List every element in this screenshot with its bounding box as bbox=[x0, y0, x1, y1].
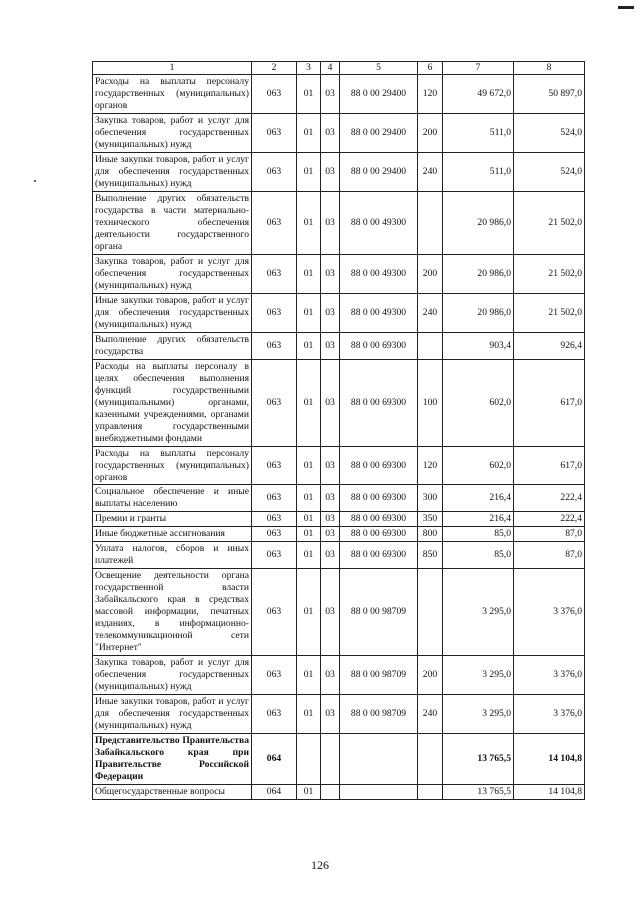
expense-type-code-cell: 300 bbox=[418, 485, 443, 512]
budget-table bbox=[92, 61, 585, 800]
row-name-cell: Расходы на выплаты персоналу в целях обеспечения выполнения функций государственными (муниципальными) органами, казенными учреждениями, органами управления государственными внебюджетными фондами bbox=[93, 359, 252, 446]
target-article-code-cell: 88 0 00 69300 bbox=[340, 542, 418, 569]
ministry-code-cell: 064 bbox=[252, 785, 297, 800]
amount-year-1-cell: 903,4 bbox=[443, 332, 514, 359]
target-article-code-cell: 88 0 00 29400 bbox=[340, 152, 418, 191]
page-number: 126 bbox=[311, 858, 329, 872]
section-code-cell: 01 bbox=[297, 359, 321, 446]
table-row bbox=[93, 359, 585, 446]
subsection-code-cell: 03 bbox=[321, 359, 340, 446]
section-code-cell: 01 bbox=[297, 332, 321, 359]
column-number-header: 5 bbox=[340, 62, 418, 75]
ministry-code-cell: 063 bbox=[252, 446, 297, 485]
target-article-code-cell: 88 0 00 49300 bbox=[340, 293, 418, 332]
column-number-header: 8 bbox=[514, 62, 585, 75]
table-row bbox=[93, 542, 585, 569]
row-name-cell: Закупка товаров, работ и услуг для обеспечения государственных (муниципальных) нужд bbox=[93, 656, 252, 695]
amount-year-2-cell: 21 502,0 bbox=[514, 293, 585, 332]
section-code-cell: 01 bbox=[297, 569, 321, 656]
expense-type-code-cell bbox=[418, 734, 443, 785]
target-article-code-cell: 88 0 00 69300 bbox=[340, 527, 418, 542]
section-code-cell: 01 bbox=[297, 527, 321, 542]
expense-type-code-cell: 240 bbox=[418, 152, 443, 191]
expense-type-code-cell: 200 bbox=[418, 254, 443, 293]
table-row bbox=[93, 785, 585, 800]
table-row bbox=[93, 695, 585, 734]
expense-type-code-cell: 200 bbox=[418, 656, 443, 695]
subsection-code-cell: 03 bbox=[321, 152, 340, 191]
amount-year-1-cell: 602,0 bbox=[443, 359, 514, 446]
subsection-code-cell: 03 bbox=[321, 569, 340, 656]
ministry-code-cell: 063 bbox=[252, 293, 297, 332]
section-code-cell: 01 bbox=[297, 254, 321, 293]
expense-type-code-cell: 850 bbox=[418, 542, 443, 569]
row-name-cell: Премии и гранты bbox=[93, 512, 252, 527]
subsection-code-cell: 03 bbox=[321, 542, 340, 569]
amount-year-2-cell: 14 104,8 bbox=[514, 734, 585, 785]
row-name-cell: Закупка товаров, работ и услуг для обеспечения государственных (муниципальных) нужд bbox=[93, 113, 252, 152]
expense-type-code-cell: 240 bbox=[418, 695, 443, 734]
row-name-cell: Иные закупки товаров, работ и услуг для обеспечения государственных (муниципальных) нужд bbox=[93, 695, 252, 734]
table-row bbox=[93, 152, 585, 191]
table-row bbox=[93, 485, 585, 512]
subsection-code-cell: 03 bbox=[321, 74, 340, 113]
ministry-code-cell: 063 bbox=[252, 527, 297, 542]
amount-year-2-cell: 87,0 bbox=[514, 542, 585, 569]
subsection-code-cell: 03 bbox=[321, 656, 340, 695]
amount-year-1-cell: 85,0 bbox=[443, 527, 514, 542]
subsection-code-cell: 03 bbox=[321, 332, 340, 359]
section-code-cell: 01 bbox=[297, 113, 321, 152]
expense-type-code-cell bbox=[418, 569, 443, 656]
amount-year-1-cell: 511,0 bbox=[443, 113, 514, 152]
amount-year-2-cell: 617,0 bbox=[514, 359, 585, 446]
expense-type-code-cell: 120 bbox=[418, 446, 443, 485]
column-number-header: 7 bbox=[443, 62, 514, 75]
row-name-cell: Общегосударственные вопросы bbox=[93, 785, 252, 800]
amount-year-1-cell: 13 765,5 bbox=[443, 785, 514, 800]
ministry-code-cell: 064 bbox=[252, 734, 297, 785]
target-article-code-cell: 88 0 00 49300 bbox=[340, 191, 418, 254]
amount-year-1-cell: 49 672,0 bbox=[443, 74, 514, 113]
target-article-code-cell bbox=[340, 785, 418, 800]
table-body bbox=[93, 62, 585, 800]
section-code-cell: 01 bbox=[297, 542, 321, 569]
amount-year-2-cell: 3 376,0 bbox=[514, 695, 585, 734]
amount-year-2-cell: 3 376,0 bbox=[514, 569, 585, 656]
section-code-cell: 01 bbox=[297, 74, 321, 113]
row-name-cell: Выполнение других обязательств государства bbox=[93, 332, 252, 359]
section-code-cell: 01 bbox=[297, 446, 321, 485]
table-row bbox=[93, 254, 585, 293]
ministry-code-cell: 063 bbox=[252, 191, 297, 254]
section-code-cell bbox=[297, 734, 321, 785]
table-row bbox=[93, 446, 585, 485]
target-article-code-cell: 88 0 00 98709 bbox=[340, 656, 418, 695]
amount-year-2-cell: 926,4 bbox=[514, 332, 585, 359]
section-code-cell: 01 bbox=[297, 512, 321, 527]
amount-year-2-cell: 21 502,0 bbox=[514, 191, 585, 254]
section-code-cell: 01 bbox=[297, 656, 321, 695]
section-code-cell: 01 bbox=[297, 191, 321, 254]
section-code-cell: 01 bbox=[297, 152, 321, 191]
target-article-code-cell: 88 0 00 69300 bbox=[340, 485, 418, 512]
ministry-code-cell: 063 bbox=[252, 656, 297, 695]
row-name-cell: Закупка товаров, работ и услуг для обеспечения государственных (муниципальных) нужд bbox=[93, 254, 252, 293]
ministry-code-cell: 063 bbox=[252, 512, 297, 527]
amount-year-1-cell: 602,0 bbox=[443, 446, 514, 485]
row-name-cell: Социальное обеспечение и иные выплаты населению bbox=[93, 485, 252, 512]
subsection-code-cell: 03 bbox=[321, 113, 340, 152]
subsection-code-cell bbox=[321, 785, 340, 800]
expense-type-code-cell: 100 bbox=[418, 359, 443, 446]
ministry-code-cell: 063 bbox=[252, 695, 297, 734]
amount-year-2-cell: 14 104,8 bbox=[514, 785, 585, 800]
expense-type-code-cell: 120 bbox=[418, 74, 443, 113]
table-row bbox=[93, 293, 585, 332]
subsection-code-cell: 03 bbox=[321, 191, 340, 254]
section-code-cell: 01 bbox=[297, 695, 321, 734]
amount-year-2-cell: 3 376,0 bbox=[514, 656, 585, 695]
amount-year-1-cell: 20 986,0 bbox=[443, 191, 514, 254]
expense-type-code-cell: 240 bbox=[418, 293, 443, 332]
subsection-code-cell: 03 bbox=[321, 446, 340, 485]
table-row bbox=[93, 332, 585, 359]
amount-year-1-cell: 20 986,0 bbox=[443, 254, 514, 293]
target-article-code-cell: 88 0 00 69300 bbox=[340, 446, 418, 485]
table-row bbox=[93, 512, 585, 527]
amount-year-1-cell: 511,0 bbox=[443, 152, 514, 191]
table-row bbox=[93, 527, 585, 542]
row-name-cell: Выполнение других обязательств государства в части материально-технического обеспечения деятельности государственного органа bbox=[93, 191, 252, 254]
subsection-code-cell bbox=[321, 734, 340, 785]
expense-type-code-cell: 800 bbox=[418, 527, 443, 542]
column-number-header: 6 bbox=[418, 62, 443, 75]
table-row bbox=[93, 569, 585, 656]
subsection-code-cell: 03 bbox=[321, 293, 340, 332]
row-name-cell: Уплата налогов, сборов и иных платежей bbox=[93, 542, 252, 569]
column-number-header: 2 bbox=[252, 62, 297, 75]
row-name-cell: Освещение деятельности органа государственной власти Забайкальского края в средствах массовой информации, печатных изданиях, в информационно-телекоммуникационной сети "Интернет" bbox=[93, 569, 252, 656]
column-number-header: 1 bbox=[93, 62, 252, 75]
target-article-code-cell bbox=[340, 734, 418, 785]
ministry-code-cell: 063 bbox=[252, 542, 297, 569]
section-code-cell: 01 bbox=[297, 293, 321, 332]
amount-year-1-cell: 13 765,5 bbox=[443, 734, 514, 785]
section-code-cell: 01 bbox=[297, 785, 321, 800]
amount-year-1-cell: 216,4 bbox=[443, 512, 514, 527]
row-name-cell: Иные бюджетные ассигнования bbox=[93, 527, 252, 542]
ministry-code-cell: 063 bbox=[252, 74, 297, 113]
expense-type-code-cell bbox=[418, 332, 443, 359]
amount-year-2-cell: 21 502,0 bbox=[514, 254, 585, 293]
target-article-code-cell: 88 0 00 49300 bbox=[340, 254, 418, 293]
row-name-cell: Иные закупки товаров, работ и услуг для обеспечения государственных (муниципальных) нужд bbox=[93, 293, 252, 332]
expense-type-code-cell: 350 bbox=[418, 512, 443, 527]
column-number-header: 4 bbox=[321, 62, 340, 75]
column-number-header: 3 bbox=[297, 62, 321, 75]
subsection-code-cell: 03 bbox=[321, 527, 340, 542]
row-name-cell: Расходы на выплаты персоналу государственных (муниципальных) органов bbox=[93, 74, 252, 113]
target-article-code-cell: 88 0 00 98709 bbox=[340, 695, 418, 734]
table-row bbox=[93, 74, 585, 113]
ministry-code-cell: 063 bbox=[252, 113, 297, 152]
ministry-code-cell: 063 bbox=[252, 485, 297, 512]
target-article-code-cell: 88 0 00 69300 bbox=[340, 332, 418, 359]
table-row bbox=[93, 113, 585, 152]
amount-year-2-cell: 617,0 bbox=[514, 446, 585, 485]
target-article-code-cell: 88 0 00 69300 bbox=[340, 359, 418, 446]
section-code-cell: 01 bbox=[297, 485, 321, 512]
expense-type-code-cell: 200 bbox=[418, 113, 443, 152]
ministry-code-cell: 063 bbox=[252, 569, 297, 656]
amount-year-1-cell: 3 295,0 bbox=[443, 656, 514, 695]
amount-year-1-cell: 216,4 bbox=[443, 485, 514, 512]
amount-year-2-cell: 87,0 bbox=[514, 527, 585, 542]
target-article-code-cell: 88 0 00 69300 bbox=[340, 512, 418, 527]
amount-year-1-cell: 85,0 bbox=[443, 542, 514, 569]
ministry-code-cell: 063 bbox=[252, 332, 297, 359]
ministry-code-cell: 063 bbox=[252, 152, 297, 191]
amount-year-2-cell: 222,4 bbox=[514, 485, 585, 512]
row-name-cell: Иные закупки товаров, работ и услуг для обеспечения государственных (муниципальных) нужд bbox=[93, 152, 252, 191]
amount-year-2-cell: 524,0 bbox=[514, 152, 585, 191]
amount-year-1-cell: 20 986,0 bbox=[443, 293, 514, 332]
amount-year-2-cell: 222,4 bbox=[514, 512, 585, 527]
expense-type-code-cell bbox=[418, 785, 443, 800]
target-article-code-cell: 88 0 00 98709 bbox=[340, 569, 418, 656]
expense-type-code-cell bbox=[418, 191, 443, 254]
subsection-code-cell: 03 bbox=[321, 695, 340, 734]
target-article-code-cell: 88 0 00 29400 bbox=[340, 113, 418, 152]
amount-year-2-cell: 524,0 bbox=[514, 113, 585, 152]
row-name-cell: Расходы на выплаты персоналу государственных (муниципальных) органов bbox=[93, 446, 252, 485]
amount-year-1-cell: 3 295,0 bbox=[443, 695, 514, 734]
ministry-code-cell: 063 bbox=[252, 254, 297, 293]
corner-mark bbox=[618, 6, 634, 9]
subsection-code-cell: 03 bbox=[321, 485, 340, 512]
table-row bbox=[93, 656, 585, 695]
table-row bbox=[93, 191, 585, 254]
subsection-code-cell: 03 bbox=[321, 512, 340, 527]
amount-year-2-cell: 50 897,0 bbox=[514, 74, 585, 113]
table-row bbox=[93, 734, 585, 785]
subsection-code-cell: 03 bbox=[321, 254, 340, 293]
amount-year-1-cell: 3 295,0 bbox=[443, 569, 514, 656]
target-article-code-cell: 88 0 00 29400 bbox=[340, 74, 418, 113]
scan-speck bbox=[34, 180, 36, 182]
ministry-code-cell: 063 bbox=[252, 359, 297, 446]
row-name-cell: Представительство Правительства Забайкальского края при Правительстве Российской Федерации bbox=[93, 734, 252, 785]
column-number-row bbox=[93, 62, 585, 75]
